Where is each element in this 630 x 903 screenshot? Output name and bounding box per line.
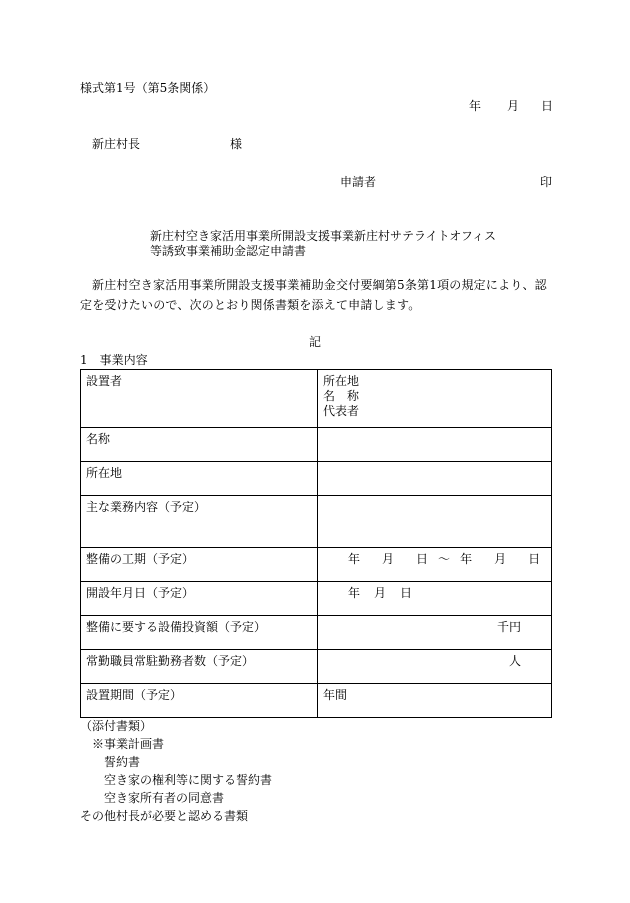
- period-end-month: 月: [494, 552, 507, 566]
- applicant-label: 申請者: [340, 175, 377, 189]
- staff-unit: 人: [508, 654, 521, 668]
- body-text: 新庄村空き家活用事業所開設支援事業補助金交付要綱第5条第1項の規定により、認定を受けたいので、次のとおり関係書類を添えて申請します。: [80, 278, 547, 312]
- location-label: 所在地: [81, 462, 318, 496]
- opening-date-value[interactable]: [318, 582, 552, 616]
- table-row: [81, 684, 552, 718]
- opening-date-label: 開設年月日（予定）: [81, 582, 318, 616]
- attachment-item-other: その他村長が必要と認める書類: [80, 809, 249, 823]
- date-day: 日: [541, 99, 554, 113]
- name-label: 名称: [81, 428, 318, 462]
- seal-mark: 印: [540, 175, 553, 189]
- attachments-list: [80, 717, 272, 825]
- location-value[interactable]: [318, 462, 552, 496]
- table-row: [81, 616, 552, 650]
- business-content-value[interactable]: [318, 496, 552, 548]
- ki-heading: 記: [309, 335, 322, 349]
- construction-period-value[interactable]: [318, 548, 552, 582]
- installation-period-unit: 年間: [323, 688, 348, 702]
- date-year: 年: [469, 99, 482, 113]
- opening-year: 年: [348, 586, 361, 600]
- investment-label: 整備に要する設備投資額（予定）: [81, 616, 318, 650]
- opening-month: 月: [374, 586, 387, 600]
- table-row: [81, 370, 552, 428]
- investment-unit: 千円: [496, 620, 521, 634]
- honorific: 様: [230, 137, 243, 151]
- staff-label: 常勤職員常駐勤務者数（予定）: [81, 650, 318, 684]
- document-title-line1: 新庄村空き家活用事業所開設支援事業新庄村サテライトオフィス: [150, 229, 496, 243]
- attachments-heading: （添付書類）: [80, 719, 153, 733]
- table-row: [81, 548, 552, 582]
- period-start-day: 日: [416, 552, 429, 566]
- date-month: 月: [507, 99, 520, 113]
- period-end-day: 日: [528, 552, 541, 566]
- table-row: [81, 496, 552, 548]
- attachment-item: 空き家所有者の同意書: [104, 791, 225, 805]
- staff-value[interactable]: [318, 650, 552, 684]
- business-content-table: [80, 369, 552, 718]
- period-start-month: 月: [382, 552, 395, 566]
- installer-representative-label: 代表者: [323, 404, 360, 418]
- table-row: [81, 650, 552, 684]
- installer-label: 設置者: [81, 370, 318, 428]
- period-start-year: 年: [348, 552, 361, 566]
- installer-details[interactable]: [318, 370, 552, 428]
- name-value[interactable]: [318, 428, 552, 462]
- section-heading: 1 事業内容: [80, 353, 148, 367]
- installer-location-label: 所在地: [323, 374, 360, 388]
- installer-name-label: 名 称: [323, 389, 360, 403]
- attachment-item: 空き家の権利等に関する誓約書: [104, 773, 273, 787]
- period-tilde: ～: [438, 552, 451, 566]
- installation-period-label: 設置期間（予定）: [81, 684, 318, 718]
- table-row: [81, 462, 552, 496]
- investment-value[interactable]: [318, 616, 552, 650]
- table-row: [81, 582, 552, 616]
- attachment-item: ※事業計画書: [92, 737, 165, 751]
- construction-period-label: 整備の工期（予定）: [81, 548, 318, 582]
- table-row: [81, 428, 552, 462]
- attachment-item: 誓約書: [104, 755, 141, 769]
- document-title-line2: 等誘致事業補助金認定申請書: [150, 244, 307, 258]
- opening-day: 日: [400, 586, 413, 600]
- installation-period-value[interactable]: [318, 684, 552, 718]
- business-content-label: 主な業務内容（予定）: [81, 496, 318, 548]
- addressee: 新庄村長: [92, 137, 141, 151]
- period-end-year: 年: [460, 552, 473, 566]
- form-number: 様式第1号（第5条関係）: [80, 81, 216, 95]
